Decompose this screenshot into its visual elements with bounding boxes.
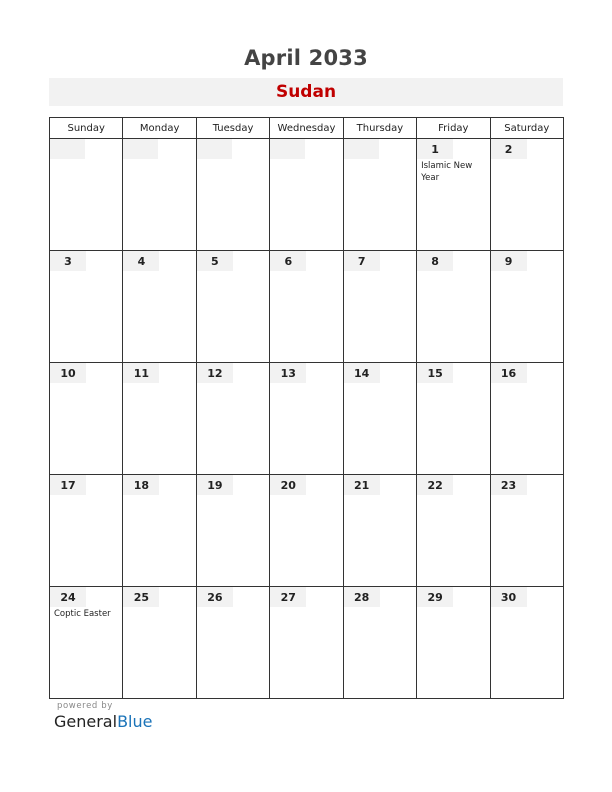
holiday-label: Islamic New Year [421, 161, 473, 183]
empty-day-cell [343, 139, 416, 251]
day-number: 7 [344, 251, 380, 271]
day-number: 20 [270, 475, 306, 495]
day-number: 24 [50, 587, 86, 607]
empty-day-cell [123, 139, 196, 251]
day-number [50, 139, 85, 159]
day-number [344, 139, 379, 159]
day-number: 19 [197, 475, 233, 495]
weekday-tuesday: Tuesday [196, 118, 269, 139]
weekday-header-row [50, 118, 564, 139]
day-number: 5 [197, 251, 233, 271]
day-number: 15 [417, 363, 453, 383]
generalblue-logo [54, 712, 152, 731]
empty-day-cell [270, 139, 343, 251]
day-cell [490, 475, 563, 587]
day-number: 23 [491, 475, 527, 495]
calendar-grid [49, 117, 564, 699]
day-number: 14 [344, 363, 380, 383]
day-cell [343, 475, 416, 587]
day-cell [343, 363, 416, 475]
day-number: 18 [123, 475, 159, 495]
day-number: 22 [417, 475, 453, 495]
day-cell [123, 363, 196, 475]
day-cell [417, 363, 490, 475]
day-cell [50, 475, 123, 587]
day-cell [417, 587, 490, 699]
day-cell [196, 251, 269, 363]
day-cell [490, 587, 563, 699]
day-cell [196, 587, 269, 699]
day-cell [123, 251, 196, 363]
day-number: 26 [197, 587, 233, 607]
week-row [50, 139, 564, 251]
day-number: 29 [417, 587, 453, 607]
day-number: 12 [197, 363, 233, 383]
day-number: 16 [491, 363, 527, 383]
weekday-friday: Friday [417, 118, 490, 139]
day-number: 8 [417, 251, 453, 271]
day-cell [270, 475, 343, 587]
day-number: 9 [491, 251, 527, 271]
day-cell [343, 587, 416, 699]
day-number: 4 [123, 251, 159, 271]
day-cell [196, 475, 269, 587]
day-cell [270, 251, 343, 363]
day-number: 3 [50, 251, 86, 271]
day-number: 11 [123, 363, 159, 383]
empty-day-cell [50, 139, 123, 251]
day-cell [50, 363, 123, 475]
powered-by-label: powered by [57, 701, 113, 711]
week-row [50, 363, 564, 475]
day-number: 6 [270, 251, 306, 271]
day-number: 27 [270, 587, 306, 607]
weekday-wednesday: Wednesday [270, 118, 343, 139]
brand-part-blue: Blue [117, 712, 153, 731]
day-cell [123, 475, 196, 587]
day-cell [50, 251, 123, 363]
day-number: 17 [50, 475, 86, 495]
week-row [50, 475, 564, 587]
day-cell [123, 587, 196, 699]
day-cell [417, 139, 490, 251]
brand-part-general: General [54, 712, 118, 731]
day-number: 1 [417, 139, 453, 159]
day-cell [270, 363, 343, 475]
day-cell [417, 475, 490, 587]
weekday-sunday: Sunday [50, 118, 123, 139]
day-number: 2 [491, 139, 527, 159]
day-cell [490, 363, 563, 475]
week-row [50, 587, 564, 699]
calendar-body [50, 139, 564, 699]
day-cell [490, 251, 563, 363]
weekday-thursday: Thursday [343, 118, 416, 139]
day-number: 21 [344, 475, 380, 495]
holiday-label: Coptic Easter [54, 609, 111, 619]
day-number: 10 [50, 363, 86, 383]
day-number: 28 [344, 587, 380, 607]
empty-day-cell [196, 139, 269, 251]
day-number: 30 [491, 587, 527, 607]
day-cell [490, 139, 563, 251]
day-cell [343, 251, 416, 363]
country-name: Sudan [275, 82, 337, 102]
day-cell [196, 363, 269, 475]
day-number [197, 139, 232, 159]
weekday-monday: Monday [123, 118, 196, 139]
day-number [270, 139, 305, 159]
day-cell [50, 587, 123, 699]
day-number [123, 139, 158, 159]
day-cell [270, 587, 343, 699]
country-banner [49, 78, 563, 106]
weekday-saturday: Saturday [490, 118, 563, 139]
day-number: 13 [270, 363, 306, 383]
day-cell [417, 251, 490, 363]
day-number: 25 [123, 587, 159, 607]
calendar-title: April 2033 [244, 46, 368, 70]
week-row [50, 251, 564, 363]
